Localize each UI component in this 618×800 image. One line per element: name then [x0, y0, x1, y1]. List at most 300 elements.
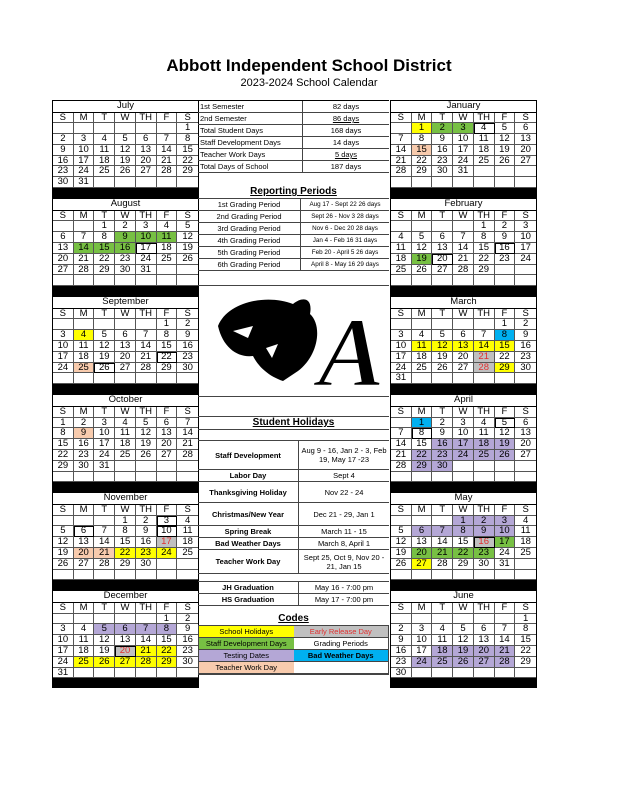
grading-period-label: 2nd Grading Period [198, 211, 301, 222]
empty-day [432, 275, 453, 286]
calendar-day: 26 [432, 363, 453, 374]
weekday-header: F [495, 211, 516, 222]
empty-day [94, 275, 115, 286]
calendar-day: 2 [177, 319, 198, 330]
calendar-day: 21 [391, 156, 412, 167]
calendar-day: 21 [157, 156, 178, 167]
calendar-day: 7 [432, 526, 453, 537]
empty-day [495, 570, 516, 581]
calendar-day: 14 [94, 537, 115, 548]
empty-day [53, 570, 74, 581]
weekday-header: F [495, 309, 516, 320]
calendar-day: 21 [136, 646, 157, 657]
calendar-day: 13 [74, 537, 95, 548]
calendar-day: 25 [74, 657, 95, 668]
calendar-day: 11 [474, 134, 495, 145]
month-name: March [391, 297, 536, 309]
weekday-header: S [391, 407, 412, 418]
weekday-header: M [74, 309, 95, 320]
weekday-header: S [53, 603, 74, 614]
calendar-day: 27 [474, 657, 495, 668]
calendar-day: 14 [391, 439, 412, 450]
calendar-day: 23 [515, 352, 536, 363]
weekday-header: S [391, 505, 412, 516]
calendar-day: 23 [74, 450, 95, 461]
calendar-day: 28 [136, 657, 157, 668]
calendar-day: 21 [495, 646, 516, 657]
calendar-day: 8 [474, 232, 495, 243]
calendar-day: 15 [115, 537, 136, 548]
calendar-day: 19 [136, 439, 157, 450]
calendar-day: 19 [432, 352, 453, 363]
empty-day [136, 373, 157, 384]
calendar-day: 18 [74, 646, 95, 657]
grading-period-dates: Feb 20 - April 5 26 days [311, 249, 379, 256]
calendar-day: 5 [412, 232, 433, 243]
weekday-header: W [115, 211, 136, 222]
weekday-header: F [157, 211, 178, 222]
empty-day [177, 373, 198, 384]
month-july [52, 100, 199, 188]
calendar-day: 28 [453, 265, 474, 276]
grading-period-label: 5th Grading Period [198, 247, 301, 258]
empty-day [177, 177, 198, 188]
holiday-label: Christmas/New Year [198, 503, 299, 525]
stat-label: Staff Development Days [198, 137, 303, 148]
calendar-day: 25 [115, 450, 136, 461]
empty-day [74, 668, 95, 679]
empty-day [177, 472, 198, 483]
weekday-header: S [53, 211, 74, 222]
calendar-day: 26 [136, 450, 157, 461]
calendar-day: 27 [136, 166, 157, 177]
weekday-header: T [432, 113, 453, 124]
calendar-day: 6 [515, 418, 536, 429]
calendar-day: 25 [474, 450, 495, 461]
empty-day [453, 472, 474, 483]
empty-day [136, 461, 157, 472]
calendar-day: 3 [136, 221, 157, 232]
calendar-day: 6 [136, 134, 157, 145]
calendar-day: 5 [495, 418, 516, 429]
empty-day [515, 570, 536, 581]
calendar-day: 6 [515, 123, 536, 134]
calendar-day: 6 [474, 624, 495, 635]
empty-day [177, 668, 198, 679]
calendar-day: 28 [391, 166, 412, 177]
empty-day [157, 461, 178, 472]
calendar-day: 4 [515, 516, 536, 527]
calendar-day: 10 [495, 526, 516, 537]
weekday-header: F [157, 309, 178, 320]
weekday-header: TH [136, 113, 157, 124]
calendar-day: 12 [412, 243, 433, 254]
weekday-header: TH [136, 505, 157, 516]
month-march [390, 296, 537, 384]
weekday-header: S [53, 309, 74, 320]
calendar-day: 13 [53, 243, 74, 254]
weekday-header: S [53, 113, 74, 124]
calendar-day: 6 [115, 624, 136, 635]
calendar-day: 16 [53, 156, 74, 167]
empty-day [495, 373, 516, 384]
calendar-day: 6 [53, 232, 74, 243]
calendar-day: 18 [74, 352, 95, 363]
logo-letter: A [318, 297, 385, 396]
calendar-day: 6 [453, 330, 474, 341]
calendar-day: 9 [432, 428, 453, 439]
empty-day [157, 559, 178, 570]
empty-day [495, 472, 516, 483]
panther-head-icon [198, 286, 389, 396]
calendar-day: 28 [157, 166, 178, 177]
calendar-day: 3 [53, 330, 74, 341]
calendar-day: 9 [177, 330, 198, 341]
weekday-header: S [515, 603, 536, 614]
weekday-header: M [412, 309, 433, 320]
calendar-day: 25 [515, 548, 536, 559]
calendar-day: 13 [515, 134, 536, 145]
weekday-header: M [412, 211, 433, 222]
weekday-header: T [432, 603, 453, 614]
calendar-day: 15 [495, 341, 516, 352]
empty-day [412, 668, 433, 679]
reporting-periods-heading: Reporting Periods [198, 186, 389, 199]
weekday-header: F [495, 505, 516, 516]
calendar-day: 27 [53, 265, 74, 276]
calendar-day: 9 [53, 145, 74, 156]
calendar-day: 16 [115, 243, 136, 254]
calendar-day: 27 [115, 363, 136, 374]
weekday-header: M [74, 113, 95, 124]
calendar-day: 23 [115, 254, 136, 265]
month-august [52, 198, 199, 286]
weekday-header: TH [474, 407, 495, 418]
weekday-header: W [115, 407, 136, 418]
month-name: October [53, 395, 198, 407]
calendar-day: 11 [94, 145, 115, 156]
calendar-day: 2 [432, 123, 453, 134]
legend-teacher-work-day: Teacher Work Day [199, 662, 294, 674]
calendar-day: 2 [136, 516, 157, 527]
calendar-day: 22 [115, 548, 136, 559]
empty-day [177, 559, 198, 570]
calendar-day: 7 [136, 624, 157, 635]
calendar-day: 8 [495, 330, 516, 341]
calendar-day: 10 [157, 526, 178, 537]
calendar-day: 26 [453, 657, 474, 668]
calendar-day: 5 [94, 624, 115, 635]
calendar-day: 29 [412, 461, 433, 472]
calendar-day: 1 [157, 614, 178, 625]
calendar-day: 13 [453, 341, 474, 352]
grading-period-dates: Nov 6 - Dec 20 28 days [312, 225, 378, 232]
empty-day [495, 177, 516, 188]
calendar-day: 3 [495, 516, 516, 527]
weekday-header: W [115, 505, 136, 516]
calendar-day: 8 [412, 428, 433, 439]
calendar-day: 28 [177, 450, 198, 461]
reporting-periods-table [198, 186, 389, 271]
calendar-day: 17 [74, 156, 95, 167]
calendar-day: 5 [453, 624, 474, 635]
empty-day [391, 472, 412, 483]
stat-value: 14 days [332, 138, 360, 147]
calendar-day: 3 [391, 330, 412, 341]
calendar-day: 12 [94, 635, 115, 646]
empty-day [157, 570, 178, 581]
month-divider [52, 580, 199, 590]
calendar-day: 2 [495, 221, 516, 232]
calendar-day: 4 [474, 123, 495, 134]
calendar-subtitle: 2023-2024 School Calendar [240, 77, 378, 89]
legend-bad-weather: Bad Weather Days [294, 650, 389, 662]
calendar-day: 14 [136, 341, 157, 352]
empty-day [474, 166, 495, 177]
calendar-day: 27 [157, 450, 178, 461]
calendar-day: 10 [74, 145, 95, 156]
calendar-day: 23 [474, 548, 495, 559]
weekday-header: M [412, 113, 433, 124]
legend-early-release: Early Release Day [294, 626, 389, 638]
calendar-day: 19 [177, 243, 198, 254]
calendar-day: 10 [515, 232, 536, 243]
calendar-day: 5 [53, 526, 74, 537]
calendar-day: 30 [474, 559, 495, 570]
calendar-day: 10 [412, 635, 433, 646]
empty-day [177, 461, 198, 472]
month-divider [52, 482, 199, 492]
month-divider [390, 188, 537, 198]
calendar-day: 7 [157, 134, 178, 145]
graduation-date: May 16 - 7:00 pm [314, 583, 374, 592]
calendar-day: 16 [432, 145, 453, 156]
calendar-day: 18 [157, 243, 178, 254]
calendar-day: 23 [177, 646, 198, 657]
month-divider [52, 188, 199, 198]
calendar-day: 11 [412, 341, 433, 352]
calendar-day: 6 [115, 330, 136, 341]
calendar-day: 7 [74, 232, 95, 243]
empty-day [136, 570, 157, 581]
calendar-day: 17 [157, 537, 178, 548]
calendar-day: 14 [474, 341, 495, 352]
calendar-day: 20 [432, 254, 453, 265]
calendar-day: 1 [53, 418, 74, 429]
grading-period-label: 1st Grading Period [198, 199, 301, 210]
calendar-day: 12 [115, 145, 136, 156]
holiday-dates: Nov 22 - 24 [324, 487, 364, 497]
calendar-day: 13 [412, 537, 433, 548]
calendar-day: 21 [453, 254, 474, 265]
grading-period-dates: Sept 26 - Nov 3 28 days [311, 213, 379, 220]
calendar-day: 16 [515, 341, 536, 352]
calendar-day: 31 [495, 559, 516, 570]
weekday-header: S [177, 211, 198, 222]
calendar-day: 22 [495, 352, 516, 363]
calendar-day: 26 [495, 450, 516, 461]
calendar-day: 27 [453, 363, 474, 374]
calendar-day: 22 [157, 646, 178, 657]
calendar-day: 6 [157, 418, 178, 429]
calendar-day: 24 [94, 450, 115, 461]
calendar-day: 15 [515, 635, 536, 646]
calendar-day: 17 [53, 646, 74, 657]
calendar-day: 30 [53, 177, 74, 188]
calendar-day: 20 [74, 548, 95, 559]
calendar-day: 19 [495, 145, 516, 156]
empty-day [115, 373, 136, 384]
grading-period-label: 3rd Grading Period [198, 223, 301, 234]
calendar-day: 4 [474, 418, 495, 429]
month-name: February [391, 199, 536, 211]
holiday-dates: Aug 9 - 16, Jan 2 - 3, Feb 19, May 17 -23 [301, 446, 387, 464]
calendar-day: 14 [74, 243, 95, 254]
calendar-day: 3 [74, 134, 95, 145]
calendar-day: 26 [115, 166, 136, 177]
calendar-day: 25 [474, 156, 495, 167]
calendar-day: 30 [74, 461, 95, 472]
calendar-day: 4 [412, 330, 433, 341]
calendar-day: 2 [177, 614, 198, 625]
stat-label: Teacher Work Days [198, 149, 303, 160]
calendar-day: 19 [94, 352, 115, 363]
calendar-day: 26 [53, 559, 74, 570]
calendar-day: 25 [432, 657, 453, 668]
weekday-header: TH [474, 113, 495, 124]
month-divider [52, 678, 199, 688]
calendar-day: 18 [412, 352, 433, 363]
empty-day [391, 570, 412, 581]
calendar-day: 17 [391, 352, 412, 363]
calendar-day: 12 [453, 635, 474, 646]
calendar-day: 29 [495, 363, 516, 374]
empty-day [94, 668, 115, 679]
empty-day [157, 373, 178, 384]
empty-day [432, 570, 453, 581]
calendar-day: 3 [453, 123, 474, 134]
calendar-day: 8 [515, 624, 536, 635]
calendar-day: 15 [94, 243, 115, 254]
calendar-day: 2 [391, 624, 412, 635]
graduation-label: HS Graduation [198, 594, 299, 605]
empty-day [136, 177, 157, 188]
calendar-day: 10 [53, 635, 74, 646]
stat-label: Total Days of School [198, 161, 303, 172]
calendar-day: 23 [136, 548, 157, 559]
calendar-day: 29 [53, 461, 74, 472]
month-april [390, 394, 537, 482]
calendar-day: 9 [474, 526, 495, 537]
weekday-header: M [74, 603, 95, 614]
calendar-day: 21 [136, 352, 157, 363]
calendar-day: 17 [453, 439, 474, 450]
weekday-header: TH [474, 309, 495, 320]
weekday-header: M [74, 505, 95, 516]
calendar-day: 4 [177, 516, 198, 527]
calendar-day: 20 [115, 352, 136, 363]
calendar-day: 4 [157, 221, 178, 232]
calendar-day: 3 [157, 516, 178, 527]
calendar-day: 24 [412, 657, 433, 668]
empty-day [53, 472, 74, 483]
calendar-day: 23 [177, 352, 198, 363]
stat-label: Total Student Days [198, 125, 303, 136]
calendar-day: 29 [177, 166, 198, 177]
stat-value: 5 days [334, 150, 358, 159]
calendar-day: 7 [94, 526, 115, 537]
weekday-header: M [74, 407, 95, 418]
weekday-header: W [453, 505, 474, 516]
holiday-label: Spring Break [198, 526, 299, 537]
calendar-day: 9 [177, 624, 198, 635]
calendar-day: 28 [474, 363, 495, 374]
graduation-label: JH Graduation [198, 582, 299, 593]
calendar-day: 11 [74, 635, 95, 646]
weekday-header: TH [474, 505, 495, 516]
calendar-day: 7 [495, 624, 516, 635]
calendar-day: 9 [432, 134, 453, 145]
calendar-day: 8 [157, 330, 178, 341]
calendar-day: 19 [53, 548, 74, 559]
empty-day [412, 373, 433, 384]
codes-legend [198, 613, 389, 675]
weekday-header: M [74, 211, 95, 222]
calendar-day: 16 [74, 439, 95, 450]
calendar-day: 30 [432, 166, 453, 177]
calendar-day: 11 [177, 526, 198, 537]
calendar-day: 28 [495, 657, 516, 668]
calendar-day: 6 [432, 232, 453, 243]
calendar-day: 16 [495, 243, 516, 254]
calendar-day: 28 [94, 559, 115, 570]
calendar-day: 22 [453, 548, 474, 559]
calendar-day: 14 [391, 145, 412, 156]
calendar-day: 13 [157, 428, 178, 439]
calendar-day: 9 [115, 232, 136, 243]
calendar-day: 9 [495, 232, 516, 243]
empty-day [74, 275, 95, 286]
calendar-day: 1 [115, 516, 136, 527]
empty-day [136, 668, 157, 679]
month-february [390, 198, 537, 286]
calendar-day: 20 [453, 352, 474, 363]
calendar-day: 22 [177, 156, 198, 167]
calendar-day: 23 [391, 657, 412, 668]
empty-day [432, 177, 453, 188]
calendar-day: 12 [391, 537, 412, 548]
calendar-day: 13 [115, 341, 136, 352]
weekday-header: T [432, 407, 453, 418]
weekday-header: F [157, 603, 178, 614]
empty-day [74, 570, 95, 581]
month-name: December [53, 591, 198, 603]
calendar-day: 15 [177, 145, 198, 156]
weekday-header: W [115, 113, 136, 124]
calendar-day: 16 [474, 537, 495, 548]
month-september [52, 296, 199, 384]
calendar-day: 29 [157, 657, 178, 668]
empty-day [453, 570, 474, 581]
calendar-day: 12 [495, 134, 516, 145]
calendar-day: 20 [53, 254, 74, 265]
month-december [52, 590, 199, 678]
calendar-day: 22 [157, 352, 178, 363]
weekday-header: S [53, 505, 74, 516]
empty-day [474, 570, 495, 581]
calendar-day: 23 [495, 254, 516, 265]
calendar-day: 6 [412, 526, 433, 537]
